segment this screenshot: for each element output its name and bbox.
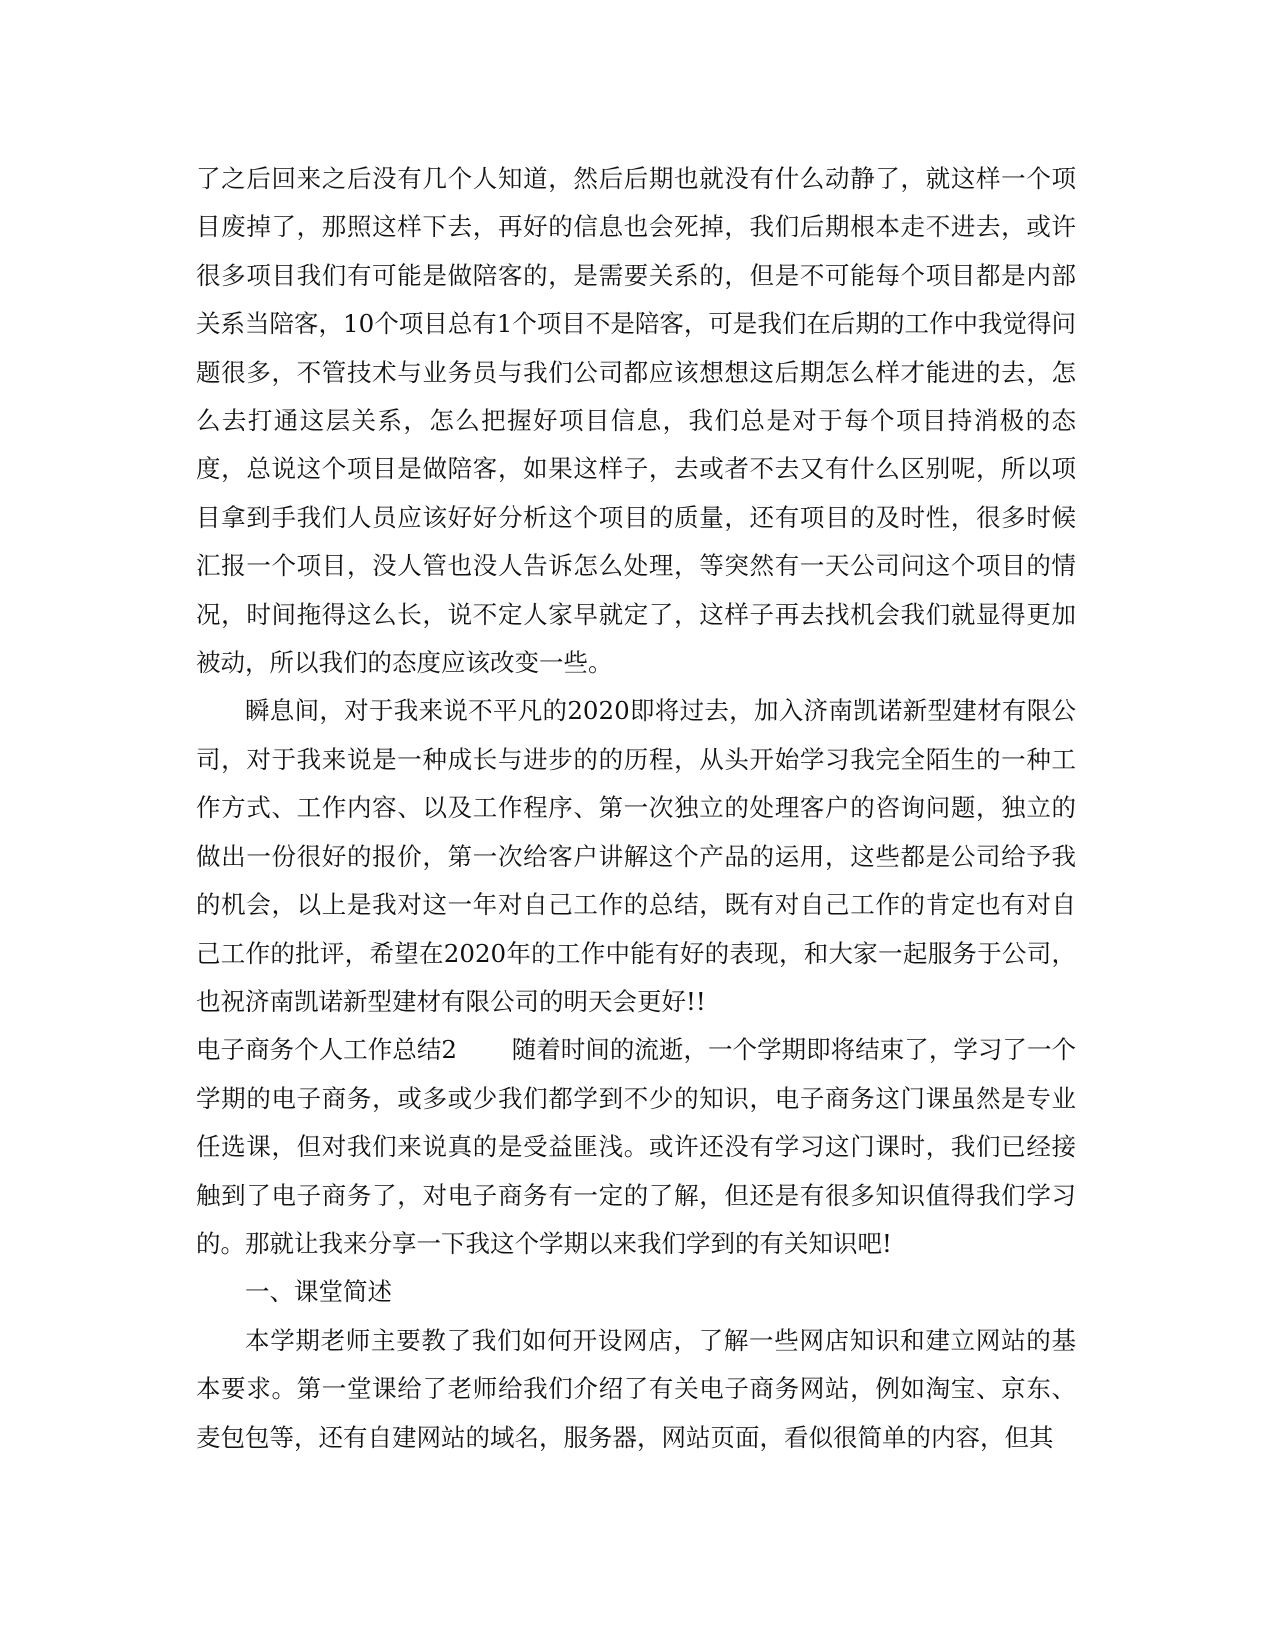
paragraph-year-summary: 瞬息间，对于我来说不平凡的2020即将过去，加入济南凯诺新型建材有限公司，对于我来说是一种成长与进步的的历程，从头开始学习我完全陌生的一种工作方式、工作内容、以及工作程序、第一次独立的处理客户的咨询问题，独立的做出一份很好的报价，第一次给客户讲解这个产品的运用，这些都是公司给予我的机会，以上是我对这一年对自己工作的总结，既有对自己工作的肯定也有对自己工作的批评，希望在2020年的工作中能有好的表现，和大家一起服务于公司，也祝济南凯诺新型建材有限公司的明天会更好!! — [196, 696, 1076, 1016]
section-title-ecommerce-summary: 电子商务个人工作总结2 — [196, 1035, 457, 1065]
section-heading-classroom: 一、课堂简述 — [245, 1277, 392, 1307]
paragraph-project-followup: 了之后回来之后没有几个人知道，然后后期也就没有什么动静了，就这样一个项目废掉了，那照这样下去，再好的信息也会死掉，我们后期根本走不进去，或许很多项目我们有可能是做陪客的，是需要关系的，但是不可能每个项目都是内部关系当陪客，10个项目总有1个项目不是陪客，可是我们在后期的工作中我觉得问题很多，不管技术与业务员与我们公司都应该想想这后期怎么样才能进的去，怎么去打通这层关系，怎么把握好项目信息，我们总是对于每个项目持消极的态度，总说这个项目是做陪客，如果这样子，去或者不去又有什么区别呢，所以项目拿到手我们人员应该好好分析这个项目的质量，还有项目的及时性，很多时候汇报一个项目，没人管也没人告诉怎么处理，等突然有一天公司问这个项目的情况，时间拖得这么长，说不定人家早就定了，这样子再去找机会我们就显得更加被动，所以我们的态度应该改变一些。 — [196, 164, 1076, 678]
paragraph-ecommerce-intro — [196, 1026, 1076, 1268]
document-body — [196, 155, 1076, 1462]
paragraph-classroom-content: 本学期老师主要教了我们如何开设网店，了解一些网店知识和建立网站的基本要求。第一堂课给了老师给我们介绍了有关电子商务网站，例如淘宝、京东、麦包包等，还有自建网站的域名，服务器，网站页面，看似很简单的内容，但其 — [196, 1325, 1076, 1452]
paragraph-ecommerce-intro-text: 随着时间的流逝，一个学期即将结束了，学习了一个学期的电子商务，或多或少我们都学到不少的知识，电子商务这门课虽然是专业任选课，但对我们来说真的是受益匪浅。或许还没有学习这门课时，我们已经接触到了电子商务了，对电子商务有一定的了解，但还是有很多知识值得我们学习的。那就让我来分享一下我这个学期以来我们学到的有关知识吧! — [196, 1035, 1077, 1258]
